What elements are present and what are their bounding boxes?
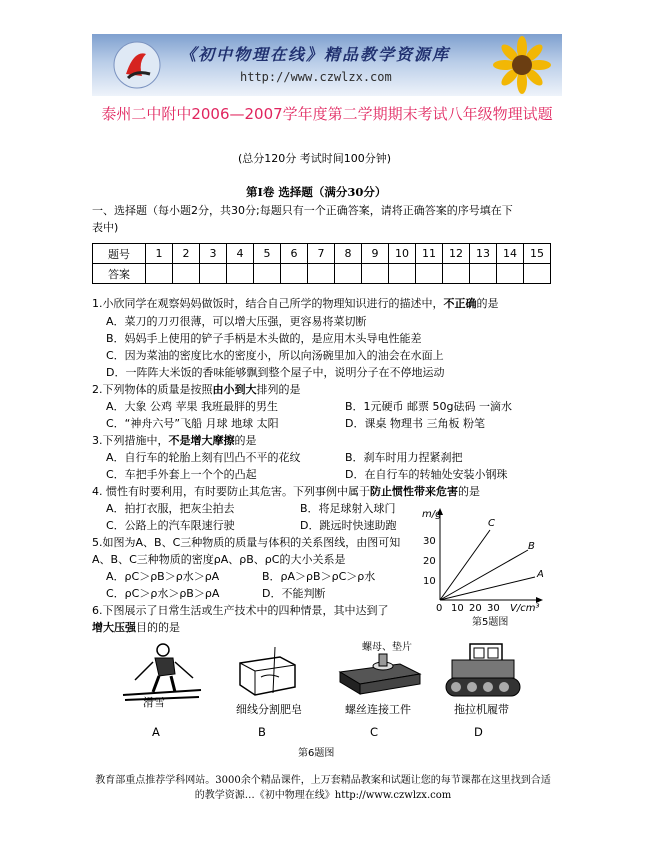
series-label-b: B bbox=[528, 541, 535, 552]
q1-option-a: A．菜刀的刀刃很薄，可以增大压强，更容易将菜切断 bbox=[106, 315, 367, 328]
x-tick: 20 bbox=[469, 603, 482, 614]
x-tick: 0 bbox=[436, 603, 443, 614]
q6-line2 bbox=[92, 619, 180, 635]
q4-option-c: C．公路上的汽车限速行驶 bbox=[106, 519, 235, 532]
q1-option-d: D．一阵阵大米饭的香味能够飘到整个屋子中，说明分子在不停地运动 bbox=[106, 366, 445, 379]
q-number: 15 bbox=[524, 244, 551, 264]
q4-stem-end: 的是 bbox=[458, 485, 480, 498]
answer-cell[interactable] bbox=[173, 264, 200, 284]
x-tick: 10 bbox=[451, 603, 464, 614]
answer-cell[interactable] bbox=[524, 264, 551, 284]
screw-connection-illustration bbox=[335, 652, 425, 697]
fig6-label-d: 拖拉机履带 bbox=[454, 703, 509, 716]
sunflower-icon bbox=[482, 34, 562, 96]
answer-cell[interactable] bbox=[443, 264, 470, 284]
q-number: 5 bbox=[254, 244, 281, 264]
q1-option-c: C．因为菜油的密度比水的密度小，所以向汤碗里加入的油会在水面上 bbox=[106, 349, 444, 362]
q4-stem bbox=[92, 483, 480, 499]
q3-option-b: B．刹车时用力捏紧刹把 bbox=[345, 451, 463, 464]
banner-url[interactable]: http://www.czwlzx.com bbox=[240, 70, 392, 84]
soap-cutting-illustration bbox=[235, 645, 305, 700]
banner-title: 《初中物理在线》精品教学资源库 bbox=[180, 45, 451, 64]
line-b bbox=[440, 550, 528, 600]
screw-parts-caption: 螺母、垫片 bbox=[362, 642, 412, 653]
q4-option-a: A．拍打衣服，把灰尘拍去 bbox=[106, 502, 235, 515]
fig6-letter-c: C bbox=[370, 725, 379, 739]
answer-row bbox=[93, 264, 551, 284]
x-axis-label: V/cm³ bbox=[510, 603, 540, 614]
document-title: 泰州二中附中2006—2007学年度第二学期期末考试八年级物理试题 bbox=[101, 105, 553, 123]
y-tick: 20 bbox=[423, 556, 436, 567]
q4-stem-emphasis: 防止惯性带来危害 bbox=[370, 485, 458, 498]
q2-stem bbox=[92, 381, 301, 397]
fig6-letter-b: B bbox=[258, 725, 266, 739]
tractor-illustration bbox=[440, 640, 530, 700]
q3-option-c: C．车把手外套上一个个的凸起 bbox=[106, 468, 257, 481]
x-tick: 30 bbox=[487, 603, 500, 614]
fig6-letter-d: D bbox=[474, 725, 483, 739]
q-number: 9 bbox=[362, 244, 389, 264]
series-label-c: C bbox=[488, 518, 495, 529]
q5-line1: 5.如图为A、B、C三种物质的质量与体积的关系图线，由图可知 bbox=[92, 536, 401, 549]
fig6-label-c: 螺丝连接工件 bbox=[345, 703, 411, 716]
q2-option-d: D．课桌 物理书 三角板 粉笔 bbox=[345, 417, 485, 430]
footer-line1: 教育部重点推荐学科网站。3000余个精品课件，上万套精品教案和试题让您的每节课都在这里找到合适 bbox=[95, 775, 551, 786]
q3-option-d: D．在自行车的转轴处安装小钢珠 bbox=[345, 468, 508, 481]
answer-cell[interactable] bbox=[497, 264, 524, 284]
q-number: 12 bbox=[443, 244, 470, 264]
fig6-label-b: 细线分割肥皂 bbox=[236, 703, 302, 716]
mass-volume-graph bbox=[420, 505, 560, 630]
q-number: 6 bbox=[281, 244, 308, 264]
q1-stem bbox=[92, 295, 499, 311]
instructions-line1: 一、选择题（每小题2分，共30分;每题只有一个正确答案，请将正确答案的序号填在下 bbox=[92, 204, 513, 217]
q3-stem-end: 的是 bbox=[234, 434, 257, 447]
q3-option-a: A．自行车的轮胎上刻有凹凸不平的花纹 bbox=[106, 451, 301, 464]
q-number: 7 bbox=[308, 244, 335, 264]
answer-cell[interactable] bbox=[281, 264, 308, 284]
row-label: 题号 bbox=[93, 244, 146, 264]
footer-line2[interactable]: 的教学资源…《初中物理在线》http://www.czwlzx.com bbox=[194, 790, 452, 801]
q-number: 10 bbox=[389, 244, 416, 264]
answer-cell[interactable] bbox=[416, 264, 443, 284]
answer-cell[interactable] bbox=[389, 264, 416, 284]
section-heading: 第Ⅰ卷 选择题（满分30分） bbox=[246, 185, 387, 199]
q4-stem-text: 4. 惯性有时要利用，有时要防止其危害。下列事例中属于 bbox=[92, 485, 370, 498]
q5-option-c: C．ρC＞ρ水＞ρB＞ρA bbox=[106, 587, 220, 600]
answer-cell[interactable] bbox=[362, 264, 389, 284]
q1-stem-emphasis: 不正确 bbox=[443, 297, 477, 310]
q4-option-d: D．跳远时快速助跑 bbox=[300, 519, 397, 532]
q2-stem-emphasis: 由小到大 bbox=[212, 383, 257, 396]
q6-line1: 6.下图展示了日常生活或生产技术中的四种情景，其中达到了 bbox=[92, 604, 389, 617]
q1-option-b: B．妈妈手上使用的铲子手柄是木头做的，是应用木头导电性能差 bbox=[106, 332, 422, 345]
answer-table bbox=[92, 243, 551, 284]
fig6-letter-a: A bbox=[152, 725, 160, 739]
answer-cell[interactable] bbox=[470, 264, 497, 284]
footer bbox=[40, 773, 606, 803]
y-tick: 10 bbox=[423, 576, 436, 587]
score-time-note: (总分120分 考试时间100分钟) bbox=[238, 152, 392, 165]
q6-emphasis: 增大压强 bbox=[92, 621, 136, 634]
q6-line2-end: 目的的是 bbox=[136, 621, 180, 634]
instructions-line2: 表中) bbox=[92, 221, 119, 234]
q5-line2: A、B、C三种物质的密度ρA、ρB、ρC的大小关系是 bbox=[92, 553, 346, 566]
q5-option-b: B．ρA＞ρB＞ρC＞ρ水 bbox=[262, 570, 376, 583]
y-tick: 30 bbox=[423, 536, 436, 547]
q-number: 3 bbox=[200, 244, 227, 264]
fig5-caption: 第5题图 bbox=[472, 617, 509, 628]
q-number: 4 bbox=[227, 244, 254, 264]
q2-stem-text: 2.下列物体的质量是按照 bbox=[92, 383, 213, 396]
logo-icon bbox=[112, 40, 162, 90]
q4-option-b: B．将足球射入球门 bbox=[300, 502, 396, 515]
q3-stem-emphasis: 不是增大摩擦 bbox=[168, 434, 235, 447]
header-banner bbox=[92, 34, 562, 96]
q-number: 13 bbox=[470, 244, 497, 264]
q2-stem-end: 排列的是 bbox=[256, 383, 301, 396]
q2-option-a: A．大象 公鸡 苹果 我班最胖的男生 bbox=[106, 400, 279, 413]
q-number: 11 bbox=[416, 244, 443, 264]
fig6-label-a: 滑雪 bbox=[143, 696, 165, 709]
q2-option-c: C．“神舟六号”飞船 月球 地球 太阳 bbox=[106, 417, 279, 430]
q-number: 2 bbox=[173, 244, 200, 264]
q5-option-a: A．ρC＞ρB＞ρ水＞ρA bbox=[106, 570, 220, 583]
answer-cell[interactable] bbox=[308, 264, 335, 284]
q-number: 8 bbox=[335, 244, 362, 264]
answer-cell[interactable] bbox=[335, 264, 362, 284]
series-label-a: A bbox=[537, 569, 544, 580]
q1-stem-text: 1.小欣同学在观察妈妈做饭时，结合自己所学的物理知识进行的描述中， bbox=[92, 297, 444, 310]
answer-cell[interactable] bbox=[200, 264, 227, 284]
number-row bbox=[93, 244, 551, 264]
q3-stem-text: 3.下列措施中， bbox=[92, 434, 169, 447]
fig6-caption: 第6题图 bbox=[298, 748, 335, 759]
q5-option-d: D．不能判断 bbox=[262, 587, 326, 600]
q1-stem-end: 的是 bbox=[476, 297, 499, 310]
skiing-illustration bbox=[115, 640, 205, 702]
row-label: 答案 bbox=[93, 264, 146, 284]
answer-cell[interactable] bbox=[254, 264, 281, 284]
q-number: 14 bbox=[497, 244, 524, 264]
y-axis-label: m/g bbox=[422, 509, 442, 520]
q3-stem bbox=[92, 432, 257, 448]
answer-cell[interactable] bbox=[146, 264, 173, 284]
q-number: 1 bbox=[146, 244, 173, 264]
q2-option-b: B．1元硬币 邮票 50g砝码 一滴水 bbox=[345, 400, 513, 413]
answer-cell[interactable] bbox=[227, 264, 254, 284]
